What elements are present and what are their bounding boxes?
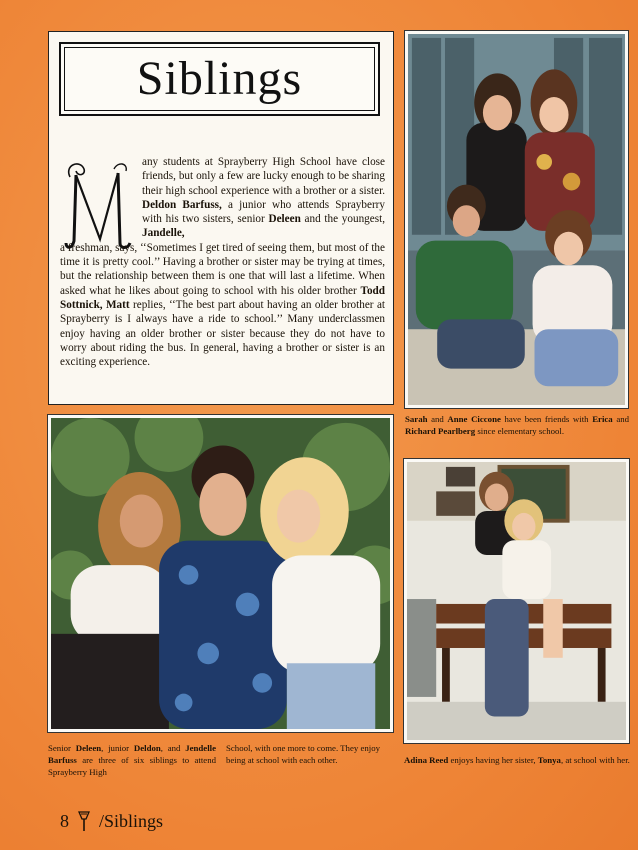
caption-name: Sarah (405, 414, 428, 424)
reed-photo-image (407, 462, 626, 740)
caption-reed (404, 754, 630, 766)
caption-name: Tonya (537, 755, 561, 765)
caption-barfuss-left (48, 742, 216, 778)
title-frame (59, 42, 380, 116)
caption-barfuss-right (226, 742, 392, 766)
body-indented (142, 155, 385, 241)
caption-name: Anne Ciccone (447, 414, 501, 424)
caption-text: enjoys having her sister, (450, 755, 536, 765)
siblings-photo-image (51, 418, 390, 729)
torch-icon (77, 810, 91, 832)
caption-text: since elementary school. (477, 426, 565, 436)
article-body (60, 155, 385, 369)
page-number: 8 (60, 810, 69, 831)
body-text-4: a freshman, says, ‘‘Sometimes I get tired of seeing them, but most of the time it is pretty cool.’’ Having a brother or sister may be trying at times, but the relationship between them is one that will last a lifetime. When asked what he likes about going to school with his older brother (60, 241, 385, 297)
caption-name: Deleen (75, 743, 102, 753)
caption-text: , junior (101, 743, 130, 753)
caption-text: and (431, 414, 444, 424)
body-text-2: a junior who attends Sprayberry with his two sisters, senior (142, 198, 385, 226)
caption-hallway (405, 413, 629, 437)
photo-reed-sisters (404, 459, 629, 743)
page-footer (60, 810, 163, 832)
dropcap-letter: M (97, 225, 99, 226)
body-intro: any students at Sprayberry High School have close friends, but only a few are lucky enough to be sharing their high school experience with a brother or a sister. (142, 156, 385, 197)
section-name: /Siblings (99, 810, 164, 831)
caption-text: are three of six siblings to attend Sprayberry High (48, 755, 217, 777)
caption-text: Senior (48, 743, 71, 753)
body-text-3: and the youngest, (304, 213, 386, 226)
name-deldon: Deldon Barfuss, (142, 198, 222, 211)
caption-name: Jendelle Barfuss (48, 743, 217, 765)
name-todd-matt: Todd Sottnick, Matt (60, 284, 385, 311)
name-deleen: Deleen (268, 213, 301, 226)
caption-name: Adina Reed (404, 755, 449, 765)
article-panel (48, 31, 394, 405)
caption-text: and (616, 414, 630, 424)
page-title: Siblings (136, 52, 303, 105)
caption-text: , at school with her. (560, 755, 630, 765)
name-jandelle: Jandelle, (142, 227, 185, 240)
photo-hallway-friends (405, 31, 628, 408)
caption-text: School, with one more to come. They enjoy being at school with each other. (226, 743, 380, 765)
body-text-5: replies, ‘‘The best part about having an older brother at Sprayberry is I always have a ride to school.’’ Many underclassmen enjoy having an older brother or sister because they do not have to worry about riding the bus. In general, having a brother or sister is an exciting experience. (60, 298, 386, 369)
photo-barfuss-siblings (48, 415, 393, 732)
caption-text: , and (160, 743, 181, 753)
hallway-photo-image (408, 34, 625, 405)
caption-name: Erica (592, 414, 613, 424)
caption-name: Deldon (133, 743, 161, 753)
caption-text: have been friends with (504, 414, 589, 424)
caption-name: Richard Pearlberg (405, 426, 476, 436)
